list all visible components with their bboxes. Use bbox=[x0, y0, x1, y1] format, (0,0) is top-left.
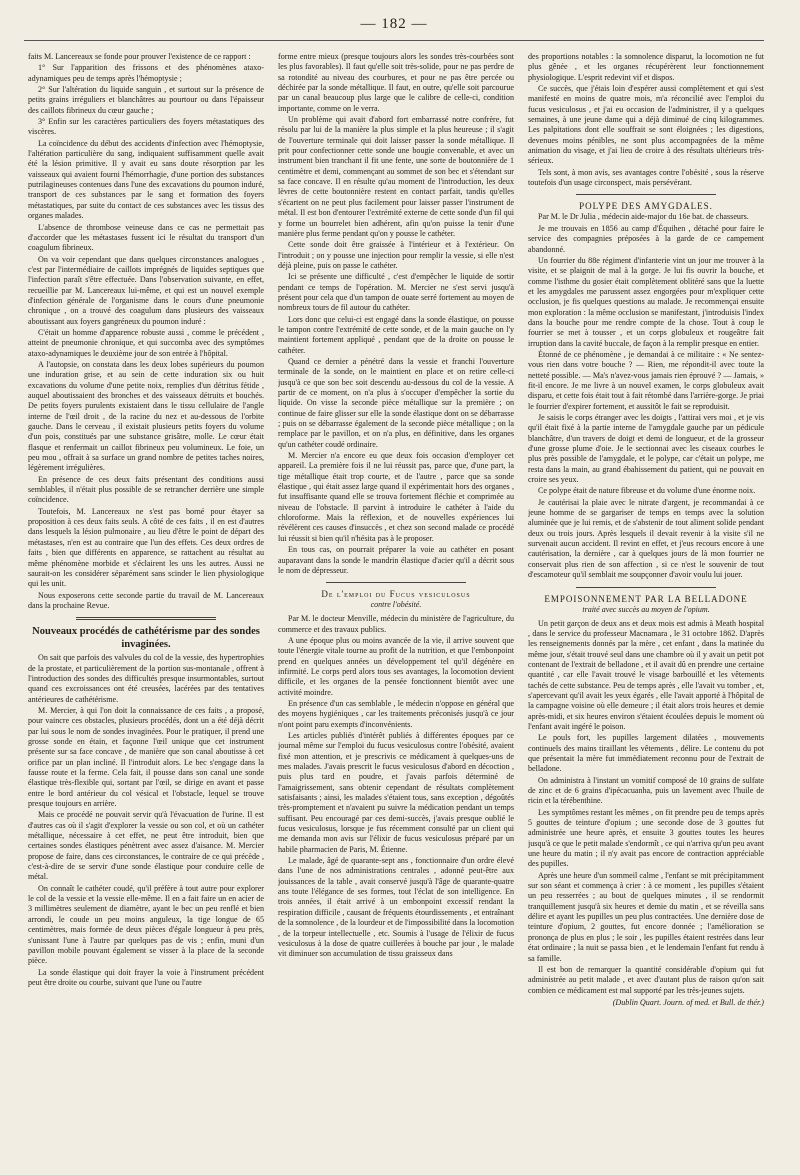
paragraph: Je cautérisai la plaie avec le nitrate d'argent, je recommandai à ce jeune homme de se gargariser de temps en temps avec la solution aluminée que je lui remis, et de s'abstenir de tout aliment solide pendant deux ou trois jours. Après lesquels il devait revenir à la visite s'il ne survenait aucun accident. Il revint en effet, et j'eus recours encore à une cautérisation, la dernière , car à quelques jours de là mon fourrier ne conservait plus rien de son affection , si ce n'est le souvenir de tout d'escamoteur qu'il semblait me soupçonner d'avoir voulu lui jouer. bbox=[528, 497, 764, 580]
section-divider bbox=[576, 194, 716, 195]
article-subtitle: traité avec succès au moyen de l'opium. bbox=[582, 604, 710, 614]
article-subtitle: contre l'obésité. bbox=[370, 600, 422, 610]
paragraph: Un petit garçon de deux ans et deux mois est admis à Meath hospital , dans le service du professeur Macnamara , le 31 octobre 1862. D'après les renseignements donnés par la mère , cet enfant , dans la matinée du même jour, s'était trouvé seul dans une chambre où il y avait un petit pot contenant de l'extrait de belladone , et il avait dû en prendre une certaine quantité , car elle l'avait trouvé le visage barbouillé et les vêtements tachés de cette substance. Peu de temps après , elle l'avait vu tomber , et, s'apercevant qu'il avait les yeux égarés , elle l'avait apporté à l'hôpital de la campagne voisine où elle demeure ; il était alors trois heures et demie après-midi, et six heures environ s'étaient écoulées depuis le moment où l'enfant avait ingéré le poison. bbox=[528, 618, 764, 731]
paragraph: Ici se présente une difficulté , c'est d'empêcher le liquide de sortir pendant ce temps de l'opération. M. Mercier ne s'est servi jusqu'à présent pour cela que d'un tampon de ouate serré fortement au moyen de nombreux tours de fil autour du cathéter. bbox=[278, 272, 514, 313]
paragraph: On va voir cependant que dans quelques circonstances analogues , c'est par l'intermédiaire de caillots imprégnés de liquides septiques que l'infection paraît s'être effectuée. Dans l'observation suivante, en effet, recueillie par M. Lancereaux lui-même, et qui est un nouvel exemple d'infection générale de l'organisme dans le cours d'une pneumonie chronique , on a trouvé des coagulum dans plusieurs des vaisseaux aboutissant aux foyers gangréneux du poumon induré : bbox=[28, 254, 264, 326]
paragraph: forme entre mieux (presque toujours alors les sondes très-courbées sont les plus favorables). Il faut qu'elle soit très-solide, pour ne pas perdre de sa rotondité au niveau des courbures, et pour ne pas être percée ou déchirée par la sonde métallique. Il faut, en outre, qu'elle soit parcourue par un canal beaucoup plus large que le calibre de celle-ci, condition importante, comme on le verra. bbox=[278, 52, 514, 113]
section-divider bbox=[76, 617, 216, 620]
paragraph: des proportions notables : la somnolence disparut, la locomotion ne fut plus gênée , et les organes récupérèrent leur fonctionnement physiologique. L'esprit redevint vif et dispos. bbox=[528, 52, 764, 82]
column-2 bbox=[278, 52, 514, 1162]
paragraph: Les symptômes restant les mêmes , on fit prendre peu de temps après 5 gouttes de teinture d'opium ; une seconde dose de 3 gouttes fut administrée une heure après, et ensuite 3 gouttes toutes les heures jusqu'à ce que le petit malade s'endormît , ce qui n'arriva qu'un peu avant une heure du matin ; il n'y avait pas encore de contraction appréciable des pupilles. bbox=[528, 807, 764, 869]
source-citation: (Dublin Quart. Journ. of med. et Bull. de thér.) bbox=[612, 997, 764, 1007]
paragraph: A une époque plus ou moins avancée de la vie, il arrive souvent que toute l'énergie vitale tourne au profit de la nutrition, et que l'embonpoint prend en quelques années un développement tel qu'il dégénère en infirmité. Le corps perd alors tous ses avantages, la locomotion devient difficile, et les organes de la pensée fonctionnent bientôt avec une activité moindre. bbox=[278, 635, 514, 697]
paragraph: En présence de ces deux faits présentant des conditions aussi semblables, il n'était plus possible de se retrancher derrière une simple coïncidence. bbox=[28, 474, 264, 505]
paragraph: Étonné de ce phénomène , je demandai à ce militaire : « Ne sentez-vous rien dans votre bouche ? — Rien, me répondit-il avec toute la netteté possible. — Ma's n'avez-vous jamais rien éprouvé ? — Jamais, » fit-il encore. Je me livre à un nouvel examen, le corps globuleux avait disparu, et cette fois était tout à fait rétombé dans l'arrière-gorge. Je priai le fourrier d'expirer fortement, et aussitôt le fait se reproduisit. bbox=[528, 349, 764, 411]
section-divider bbox=[576, 587, 716, 588]
paragraph: On administra à l'instant un vomitif composé de 10 grains de sulfate de zinc et de 6 grains d'ipécacuanha, puis un lavement avec l'huile de ricin et la térébenthine. bbox=[528, 775, 764, 806]
paragraph: Je me trouvais en 1856 au camp d'Équihen , détaché pour faire le service des compagnies préposées à la garde de ce campement abandonné. bbox=[528, 223, 764, 254]
paragraph: Quand ce dernier a pénétré dans la vessie et franchi l'ouverture terminale de la sonde, on le maintient en place et on retire celle-ci jusqu'à ce que son bec soit descendu au-dessous du col de la vessie. A partir de ce moment, on n'a plus à s'occuper d'empêcher la sortie du liquide. On visse la seconde pièce métallique sur la première ; on continue de faire glisser sur elle la sonde élastique dont on se débarrasse ; puis on se débarrasse également de la seconde pièce métallique ; on la remplace par le pavillon, et on n'a plus, en définitive, dans les organes qu'un cathéter coudé ordinaire. bbox=[278, 356, 514, 449]
paragraph: Un problème qui avait d'abord fort embarrassé notre confrère, fut résolu par lui de la manière la plus simple et la plus heureuse ; il s'agit de l'ouverture terminale qui doit laisser passer la sonde métallique. Il prit pour confectionner cette sonde une bougie convenable, et avec un instrument bien tranchant il fit une fente, une sorte de boutonnière de 1 centimètre et demi, commençant au sommet de son bec et s'étendant sur sa face concave. Il en résulte qu'au moment de l'introduction, les deux lèvres de cette boutonnière restent en contact parfait, tandis qu'elles s'écartent on ne peut plus facilement pour laisser passer l'instrument de métal. Il est bon d'entourer l'extrémité externe de cette sonde d'un fil qui y forme un bourrelet bien adhérent, afin qu'on puisse la tenir d'une manière plus ferme pendant qu'on y pousse le cathéter. bbox=[278, 115, 514, 238]
article-title: POLYPE DES AMYGDALES. bbox=[579, 201, 713, 212]
paragraph: En tous cas, on pourrait préparer la voie au cathéter en posant auparavant dans la sonde le mandrin élastique d'acier qu'il a décrit sous le nom de dépresseur. bbox=[278, 545, 514, 575]
paragraph: Le pouls fort, les pupilles largement dilatées , mouvements continuels des mains tiraillant les vêtements , délire. Le contenu du pot que présentait la mère fut immédiatement reconnu pour de l'extrait de belladone. bbox=[528, 733, 764, 774]
article-title: EMPOISONNEMENT PAR LA BELLADONE bbox=[544, 593, 748, 604]
paragraph: Un fourrier du 88e régiment d'infanterie vint un jour me trouver à la visite, et se plaignit de mal à la gorge. Je lui fis ouvrir la bouche, et comme l'isthme du gosier était complètement oblitéré sans que la luette et les amygdales me parussent assez engorgées pour m'expliquer cette occlusion, je fis quelques questions au malade. Je recommençai ensuite mon exploration : la même occlusion se manifestant, j'introduisis l'index dans la bouche pour me rendre compte de la chose. Tout à coup le fourrier se met à tousser , et un corps globuleux et rougeâtre fait irruption dans la cavité buccale, de façon à la remplir presque en entier. bbox=[528, 255, 764, 348]
paragraph: M. Mercier n'a encore eu que deux fois occasion d'employer cet appareil. La première fois il ne lui réussit pas, parce que, d'une part, la tige métallique était trop courte, et de l'autre , parce que sa sonde élastique , qui était assez large quand il expérimentait hors des organes , fut insuffisante quand elle se trouva fortement fléchie et comprimée au niveau de l'obstacle. Il parvint à introduire le cathéter à l'aide du chloroforme. Mais la réflexion, et de nouvelles expériences lui révélèrent ces causes d'insuccès , et chez son second malade ce procédé lui réussit si bien qu'il n'hésita pas à le proposer. bbox=[278, 451, 514, 543]
paragraph: Après une heure d'un sommeil calme , l'enfant se mit précipitamment sur son séant et commença à crier : à ce moment , les pupilles s'étaient un peu resserrées ; au bout de quelques minutes , il se rendormit tranquillement jusqu'à six heures et demie du matin , et se réveilla sans délire et ayant les pupilles un peu plus contractées. Une dernière dose de teinture d'opium, 2 gouttes, fut encore donnée ; l'amélioration se prononça de plus en plus ; le soir , les pupilles étaient restrées dans leur état ordinaire ; la nuit se passa bien , et le lendemain l'enfant fut rendu à sa famille. bbox=[528, 870, 764, 963]
paragraph: Par M. le Dr Julia , médecin aide-major du 16e bat. de chasseurs. bbox=[538, 212, 749, 222]
paragraph: On connaît le cathéter coudé, qu'il préfère à tout autre pour explorer le col de la vessie et la vessie elle-même. Il en a fait faire un en acier de 3 millimètres seulement de diamètre, ayant le bec un peu renflé et bien arrondi, le coude un peu moins anguleux, la tige longue de 65 centimètres, mais formée de deux pièces d'égale longueur à peu près, s'unissant l'une à l'autre par quelques pas de vis ; enfin, muni d'un pavillon mobile pouvant également se visser à la place de la seconde pièce. bbox=[28, 883, 264, 966]
paragraph: En présence d'un cas semblable , le médecin n'oppose en général que des moyens hygiéniques , car les traitements préconisés jusqu'à ce jour n'ont point paru exempts d'inconvénients. bbox=[278, 698, 514, 729]
section-divider bbox=[326, 582, 466, 583]
columns bbox=[28, 52, 766, 1162]
paragraph: La sonde élastique qui doit frayer la voie à l'instrument précédent peut être droite ou courbe, suivant que l'une ou l'autre bbox=[28, 967, 264, 987]
paragraph: Toutefois, M. Lancereaux ne s'est pas borné pour étayer sa proposition à ces deux faits seuls. A côté de ces faits , il en est d'autres dans lesquels la lésion pulmonaire , au lieu d'être le point de départ des métastases, n'en est au contraire que l'un des effets. Ces deux ordres de faits , bien que différents en apparence, se rattachent au résultat au même phénomène morbide et s'éclairent les uns les autres. Aussi ne saurait-on les considérer séparément sans scinder le lien physiologique qui les unit. bbox=[28, 506, 264, 589]
paragraph: M. Mercier, à qui l'on doit la connaissance de ces faits , a proposé, pour vaincre ces obstacles, plusieurs procédés, dont un a été déjà décrit par lui sous le nom de sondes invaginées. Pour le pratiquer, il prend une grosse sonde en étain, et façonne l'œil unique que cet instrument présente sur sa face concave , de manière que son canal aboutisse à cet orifice par un plan incliné. Il l'introduit alors. Le bec s'engage dans la fausse route et la ferme. Cela fait, il pousse dans son canal une sonde élastique très-flexible qui, sortant par l'œil, se dirige en avant et passe entre le bord antérieur du col vésical et l'obstacle, lequel se trouve presque toujours en arrière. bbox=[28, 705, 264, 809]
paragraph: A l'autopsie, on constata dans les deux lobes supérieurs du poumon une induration grise, et au sein de cette induration six ou huit excavations du volume d'une petite noix, remplies d'un détritus fétide , auquel aboutissaient des bronches et des vaisseaux détruits et bouchés. De petits foyers purulents existaient dans le tissu cellulaire de l'angle interne de l'œil droit , de la racine du nez et au-dessous de l'orbite gauche. Dans le cerveau , il existait plusieurs petits foyers du volume d'un pois, constitués par une substance grisâtre, molle. Le cœur était flasque et renfermait un caillot fibrineux peu volumineux. Le foie, un peu mou , offrait à sa surface un grand nombre de petites taches noires, légèrement irrégulières. bbox=[28, 359, 264, 473]
page-number: — 182 — bbox=[360, 16, 428, 32]
paragraph: Ce polype était de nature fibreuse et du volume d'une énorme noix. bbox=[538, 486, 756, 496]
list-item: 1° Sur l'apparition des frissons et des phénomènes ataxo-adynamiques peu de temps après l'hémoptysie ; bbox=[28, 63, 264, 83]
paragraph: Cette sonde doit être graissée à l'intérieur et à l'extérieur. On l'introduit ; on y pousse une injection pour remplir la vessie, si elle n'est déjà pleine, puis on passe le cathéter. bbox=[278, 240, 514, 270]
paragraph: Nous exposerons cette seconde partie du travail de M. Lancereaux dans la prochaine Revue. bbox=[28, 590, 264, 610]
column-3 bbox=[528, 52, 764, 1162]
paragraph: Il est bon de remarquer la quantité considérable d'opium qui fut administrée au petit malade , et avec d'autant plus de raison qu'on sait combien ce médicament est mal supporté par les très-jeunes sujets. bbox=[528, 964, 764, 995]
paragraph: Ce succès, que j'étais loin d'espérer aussi complètement et qui s'est manifesté en moins de quatre mois, m'a réconcilié avec l'emploi du fucus vesiculosus , et j'ai eu occasion de l'administrer, il y a quelques semaines, à une jeune dame qui a déjà diminué de cinq kilogrammes. Les palpitations dont elle souffrait se sont éloignées ; les digestions, devenues moins pénibles, ne sont plus accompagnées de la même animation du visage, et j'ai lieu de croire à des résultats ultérieurs très-sérieux. bbox=[528, 84, 764, 166]
paragraph: Tels sont, à mon avis, ses avantages contre l'obésité , sous la réserve toutefois d'un usage circonspect, mais persévérant. bbox=[528, 167, 764, 188]
paragraph: Le malade, âgé de quarante-sept ans , fonctionnaire d'un ordre élevé dans l'une de nos administrations centrales , adonné peut-être aux jouissances de la table , avait conservé jusqu'à l'âge de quarante-quatre ans toute l'élégance de ses formes, tout l'éclat de son intelligence. En trois années, il était arrivé à un embonpoint excessif rendant la respiration difficile , causant de fréquents étourdissements , et entraînant de la somnolence , de la lourdeur et de l'impossibilité dans la locomotion , de la torpeur intellectuelle , etc. Soumis à l'usage de l'élixir de fucus vesiculosus à la dose de quatre cuillerées à bouche par jour , le malade vit diminuer son accumulation de tissu graisseux dans bbox=[278, 856, 514, 959]
paragraph: Je saisis le corps étranger avec les doigts , l'attirai vers moi , et je vis qu'il était fixé à la partie interne de l'amygdale gauche par un pédicule blanchâtre, d'un travers de doigt et demi de longueur, et de la grosseur d'une grosse plume d'oie. Je le sectionnai avec les ciseaux courbes le plus près possible de l'amygdale, et le polype, car c'était un polype, me resta dans la main, au grand ébahissement du patient, qui ne pouvait en croire ses yeux. bbox=[528, 413, 764, 485]
paragraph: Les articles publiés d'intérêt publiés à différentes époques par ce journal même sur l'emploi du fucus vesiculosus contre l'obésité, avaient fixé mon attention, et je prescrivis ce médicament à quelques-uns de mes malades. J'avais prescrit le fucus vesiculosus d'abord en décoction , puis plus tard en poudre, et j'avais parfois déterminé de l'amaigrissement, sans obtenir cependant de résultats complètement satisfaisants ; ainsi, les malades s'étaient tous, sans exception , dégoûtés très-promptement et n'avaient pu suivre la médication pendant un temps suffisant. Peu encouragé par ces demi-succès, j'avais presque oublié le fucus vesiculosus, lorsque je fus récemment consulté par un client qui me demanda mon avis sur l'élixir de fucus vesiculosus préparé par un habile pharmacien de Paris, M. Étienne. bbox=[278, 730, 514, 854]
article-title: Nouveaux procédés de cathétérisme par des sondes invaginées. bbox=[32, 626, 260, 651]
paragraph: faits M. Lancereaux se fonde pour prouver l'existence de ce rapport : bbox=[28, 52, 251, 61]
paragraph: L'absence de thrombose veineuse dans ce cas ne permettait pas d'accorder que les métastases fussent ici le résultat du transport d'un coagulum fibrineux. bbox=[28, 222, 264, 253]
article-title: De l'emploi du Fucus vesiculosus bbox=[321, 589, 471, 600]
paragraph: Mais ce procédé ne pouvait servir qu'à l'évacuation de l'urine. Il est d'autres cas où il s'agit d'explorer la vessie ou son col, et où un cathéter métallique, nécessaire à cet effet, ne peut être introduit, bien que certaines sondes élastiques pénètrent avec assez d'aisance. M. Mercier propose de faire, dans ces circonstances, le contraire de ce qui précède , c'est-à-dire de se servir d'une sonde élastique pour conduire celle de métal. bbox=[28, 810, 264, 882]
paragraph: C'était un homme d'apparence robuste aussi , comme le précédent , atteint de pneumonie chronique, et qui succomba avec des symptômes ataxo-adynamiques le deuxième jour de son entrée à l'hôpital. bbox=[28, 327, 264, 358]
paragraph: La coïncidence du début des accidents d'infection avec l'hémoptysie, l'altération particulière du sang, indiquaient suffisamment quelle avait été la lésion primitive. Il y avait eu sans doute résorption par les vaisseaux qui avaient fourni l'hémorrhagie, d'une portion des substances putrilagineuses contenues dans l'une des excavations du poumon induré, transport de ces substances par le sang et formation des foyers métastatiques, par suite du contact de ces substances avec les tissus des organes malades. bbox=[28, 138, 264, 221]
paragraph: Par M. le docteur Menville, médecin du ministère de l'agriculture, du commerce et des travaux publics. bbox=[278, 614, 514, 634]
list-item: 2° Sur l'altération du liquide sanguin , et surtout sur la présence de petits grains irréguliers et blanchâtres au pourtour ou dans l'épaisseur des caillots fibrineux du cœur gauche ; bbox=[28, 85, 264, 115]
list-item: 3° Enfin sur les caractères particuliers des foyers métastatiques des viscères. bbox=[28, 117, 264, 137]
page-header bbox=[24, 14, 764, 41]
column-1 bbox=[28, 52, 264, 1162]
paragraph: On sait que parfois des valvules du col de la vessie, des hypertrophies de la prostate, et particulièrement de la portion sus-montanale , offrent à l'introduction des sondes des difficultés presque insurmontables, surtout quand ces excroissances ont été creusées, lacérées par des tentatives antérieures de cathétérisme. bbox=[28, 653, 264, 704]
paragraph: Lors donc que celui-ci est engagé dans la sonde élastique, on pousse le tampon contre l'extrémité de cette sonde, et de la main gauche on l'y maintient fortement appliqué , pendant que de la droite on pousse le cathéter. bbox=[278, 314, 514, 355]
